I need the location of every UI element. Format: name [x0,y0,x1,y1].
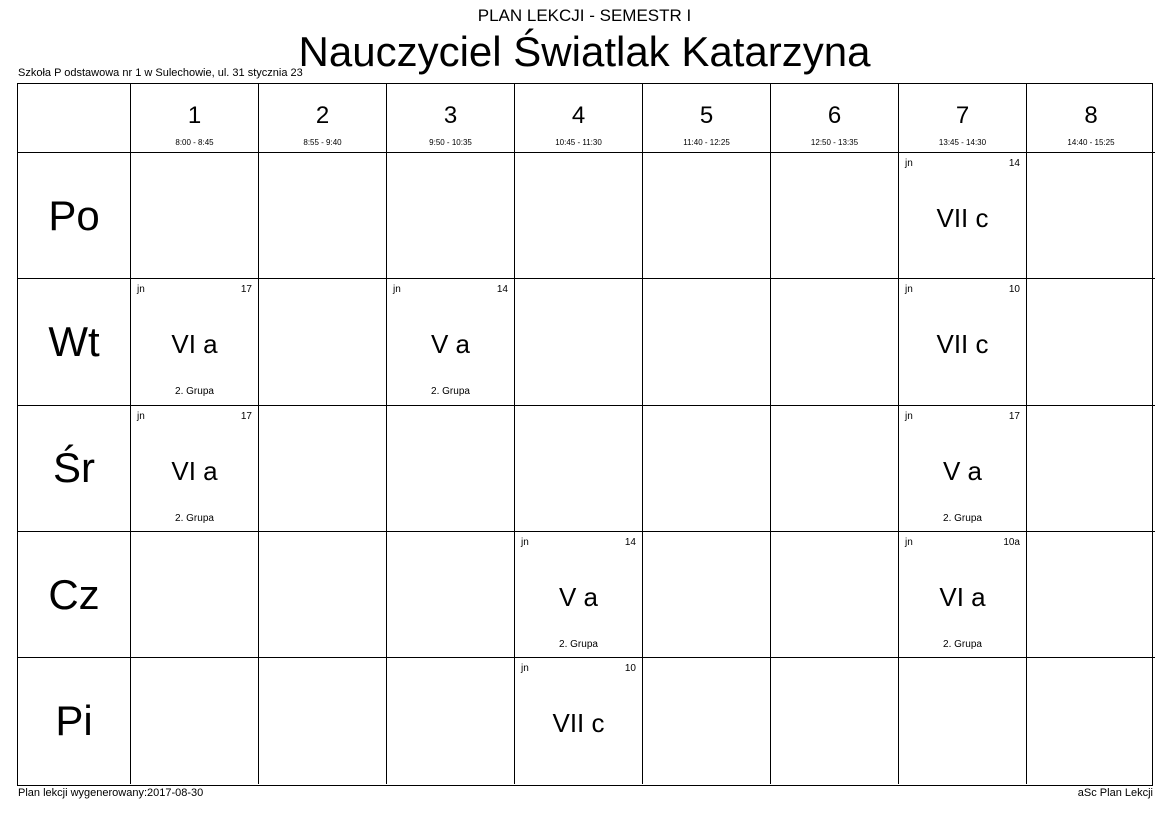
lesson-group: 2. Grupa [943,512,982,524]
lesson-class: VI a [171,455,218,486]
lesson-class: VII c [936,329,989,360]
empty-cell [259,279,387,405]
empty-cell [643,658,771,784]
empty-cell [771,658,899,784]
lesson-subject: jn [905,284,913,296]
period-number: 7 [955,102,970,129]
period-header-1 [131,84,259,153]
day-label: Wt [48,317,100,365]
period-number: 1 [187,102,202,129]
empty-cell [259,406,387,532]
period-number: 4 [571,102,586,129]
period-header-3 [387,84,515,153]
empty-cell [259,658,387,784]
period-time: 12:50 - 13:35 [810,138,859,147]
day-label: Pi [55,697,93,745]
lesson-cell [899,532,1027,658]
lesson-group: 2. Grupa [175,512,214,524]
empty-cell [131,658,259,784]
empty-cell [515,153,643,279]
lesson-group: 2. Grupa [943,638,982,650]
empty-cell [1027,153,1155,279]
empty-cell [643,532,771,658]
period-time: 9:50 - 10:35 [429,138,472,147]
generated-date: Plan lekcji wygenerowany:2017-08-30 [18,787,204,799]
lesson-cell [899,153,1027,279]
software-credit: aSc Plan Lekcji [1077,787,1153,799]
lesson-subject: jn [905,158,913,169]
empty-cell [515,406,643,532]
day-header-0 [18,153,131,279]
period-time: 13:45 - 14:30 [938,138,987,147]
empty-cell [1027,406,1155,532]
period-number: 8 [1084,102,1098,129]
empty-cell [515,279,643,405]
empty-cell [771,406,899,532]
lesson-cell [899,279,1027,405]
empty-cell [259,532,387,658]
lesson-class: V a [942,455,983,486]
lesson-room: 14 [1008,158,1020,169]
day-label: Po [48,191,100,239]
lesson-cell [131,279,259,405]
plan-subtitle: PLAN LEKCJI - SEMESTR I [477,6,692,25]
period-header-8 [1027,84,1155,153]
day-header-2 [18,406,131,532]
empty-cell [387,658,515,784]
lesson-room: 14 [624,536,636,548]
lesson-class: VI a [939,581,986,612]
school-address: Szkoła P odstawowa nr 1 w Sulechowie, ul. 31 stycznia 23 [18,67,303,79]
lesson-cell [515,532,643,658]
lesson-class: VI a [171,329,218,360]
period-header-6 [771,84,899,153]
period-header-2 [259,84,387,153]
lesson-room: 10 [624,663,636,675]
period-time: 14:40 - 15:25 [1067,138,1115,147]
empty-cell [387,532,515,658]
lesson-subject: jn [521,663,529,675]
day-header-3 [18,532,131,658]
period-time: 10:45 - 11:30 [555,138,602,147]
lesson-room: 17 [240,410,252,422]
lesson-cell [899,406,1027,532]
empty-cell [387,406,515,532]
lesson-room: 10a [1003,536,1020,548]
period-number: 2 [315,102,330,129]
period-number: 6 [827,102,842,129]
teacher-title: Nauczyciel Światlak Katarzyna [298,28,871,75]
empty-cell [643,406,771,532]
day-label: Śr [53,444,95,492]
corner-cell [18,84,131,153]
lesson-group: 2. Grupa [559,638,598,650]
lesson-cell [515,658,643,784]
lesson-class: VII c [936,203,989,233]
lesson-cell [387,279,515,405]
lesson-room: 17 [1008,410,1020,422]
lesson-room: 10 [1008,284,1020,296]
period-header-4 [515,84,643,153]
period-time: 8:00 - 8:45 [175,138,214,147]
period-number: 3 [443,102,458,129]
lesson-room: 17 [240,284,252,296]
empty-cell [643,279,771,405]
empty-cell [1027,658,1155,784]
lesson-class: V a [430,329,471,360]
lesson-subject: jn [393,284,401,296]
timetable-grid [17,83,1153,786]
lesson-group: 2. Grupa [431,386,470,398]
empty-cell [1027,279,1155,405]
lesson-class: VII c [552,708,605,739]
empty-cell [259,153,387,279]
day-label: Cz [48,570,100,618]
empty-cell [387,153,515,279]
empty-cell [771,153,899,279]
empty-cell [771,279,899,405]
period-number: 5 [699,102,714,129]
empty-cell [899,658,1027,784]
lesson-class: V a [558,581,599,612]
period-time: 11:40 - 12:25 [683,138,730,147]
empty-cell [643,153,771,279]
empty-cell [1027,532,1155,658]
lesson-room: 14 [496,284,508,296]
day-header-4 [18,658,131,784]
lesson-subject: jn [905,536,913,548]
lesson-subject: jn [137,284,145,296]
empty-cell [771,532,899,658]
lesson-subject: jn [905,410,913,422]
empty-cell [131,532,259,658]
period-header-7 [899,84,1027,153]
period-time: 8:55 - 9:40 [303,138,342,147]
lesson-cell [131,406,259,532]
lesson-group: 2. Grupa [175,386,214,398]
lesson-subject: jn [521,536,529,548]
period-header-5 [643,84,771,153]
lesson-subject: jn [137,410,145,422]
empty-cell [131,153,259,279]
day-header-1 [18,279,131,405]
